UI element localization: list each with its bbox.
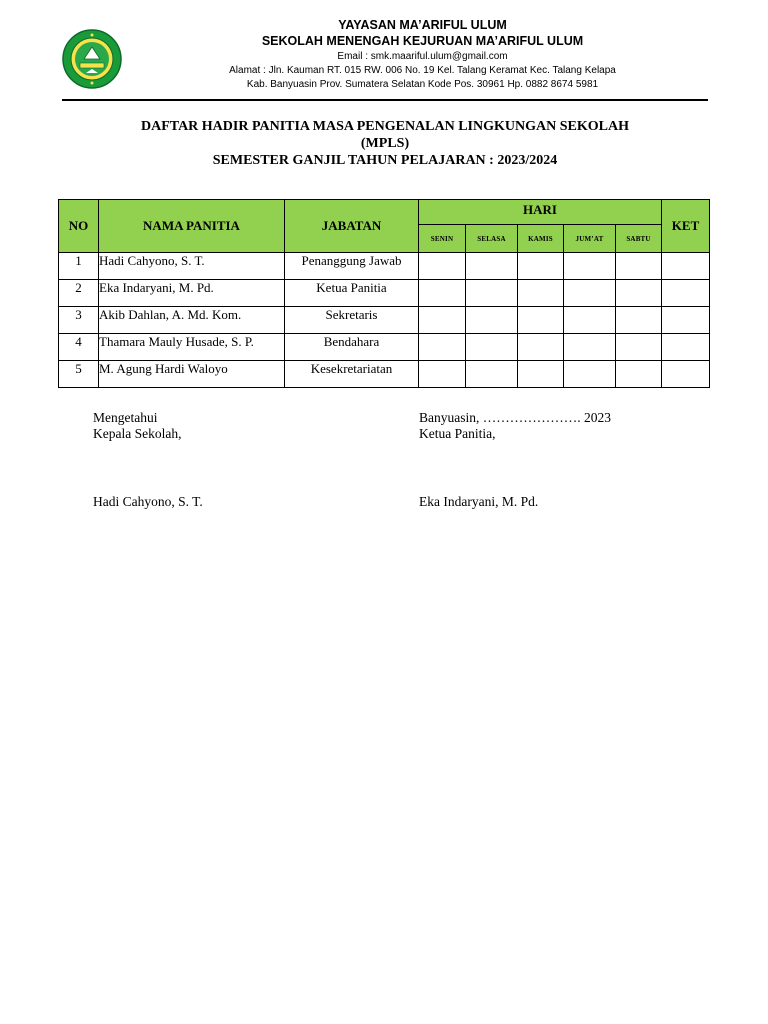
document-title bbox=[60, 118, 710, 169]
table-row bbox=[59, 280, 710, 307]
header-no: NO bbox=[59, 200, 99, 253]
signature-left bbox=[93, 410, 203, 510]
cell-ket bbox=[662, 253, 710, 280]
table-row bbox=[59, 253, 710, 280]
sig-right-name: Eka Indaryani, M. Pd. bbox=[419, 494, 539, 509]
header-day-kamis: KAMIS bbox=[518, 225, 564, 253]
table-row bbox=[59, 334, 710, 361]
cell-senin bbox=[419, 334, 466, 361]
row-nama: Thamara Mauly Husade, S. P. bbox=[99, 334, 285, 361]
cell-sabtu bbox=[616, 334, 662, 361]
header-ket: KET bbox=[662, 200, 710, 253]
cell-selasa bbox=[466, 361, 518, 388]
sig-left-role: Kepala Sekolah, bbox=[93, 426, 182, 441]
cell-sabtu bbox=[616, 280, 662, 307]
header-hari: HARI bbox=[419, 200, 662, 225]
title-line-1: DAFTAR HADIR PANITIA MASA PENGENALAN LINGKUNGAN SEKOLAH bbox=[141, 119, 629, 134]
cell-jumat bbox=[564, 361, 616, 388]
school-address-line-2: Kab. Banyuasin Prov. Sumatera Selatan Kode Pos. 30961 Hp. 0882 8674 5981 bbox=[246, 79, 599, 90]
school-name: SEKOLAH MENENGAH KEJURUAN MA’ARIFUL ULUM bbox=[261, 34, 584, 48]
cell-jumat bbox=[564, 334, 616, 361]
sig-left-acknowledged: Mengetahui bbox=[93, 410, 158, 425]
letterhead bbox=[130, 17, 715, 92]
header-day-selasa: SELASA bbox=[466, 225, 518, 253]
row-no: 4 bbox=[59, 334, 99, 361]
school-email: Email : smk.maariful.ulum@gmail.com bbox=[337, 51, 508, 62]
cell-ket bbox=[662, 361, 710, 388]
cell-ket bbox=[662, 280, 710, 307]
cell-senin bbox=[419, 253, 466, 280]
cell-kamis bbox=[518, 361, 564, 388]
cell-ket bbox=[662, 307, 710, 334]
table-row bbox=[59, 361, 710, 388]
cell-kamis bbox=[518, 334, 564, 361]
cell-sabtu bbox=[616, 361, 662, 388]
header-day-senin: SENIN bbox=[419, 225, 466, 253]
cell-selasa bbox=[466, 253, 518, 280]
row-no: 3 bbox=[59, 307, 99, 334]
row-jabatan: Bendahara bbox=[285, 334, 419, 361]
cell-selasa bbox=[466, 307, 518, 334]
signature-right bbox=[419, 410, 611, 510]
cell-jumat bbox=[564, 280, 616, 307]
header-day-sabtu: SABTU bbox=[616, 225, 662, 253]
row-no: 2 bbox=[59, 280, 99, 307]
cell-jumat bbox=[564, 307, 616, 334]
row-nama: M. Agung Hardi Waloyo bbox=[99, 361, 285, 388]
row-jabatan: Kesekretariatan bbox=[285, 361, 419, 388]
cell-kamis bbox=[518, 280, 564, 307]
row-no: 5 bbox=[59, 361, 99, 388]
header-day-jumat: JUM’AT bbox=[564, 225, 616, 253]
row-nama: Hadi Cahyono, S. T. bbox=[99, 253, 285, 280]
cell-sabtu bbox=[616, 253, 662, 280]
cell-kamis bbox=[518, 253, 564, 280]
header-jabatan: JABATAN bbox=[285, 200, 419, 253]
header-nama-panitia: NAMA PANITIA bbox=[99, 200, 285, 253]
sig-right-place-date: Banyuasin, …………………. 2023 bbox=[419, 410, 611, 425]
header-divider bbox=[62, 99, 708, 101]
row-jabatan: Penanggung Jawab bbox=[285, 253, 419, 280]
table-row bbox=[59, 307, 710, 334]
school-emblem-icon bbox=[62, 29, 122, 89]
sig-right-role: Ketua Panitia, bbox=[419, 426, 496, 441]
cell-senin bbox=[419, 307, 466, 334]
foundation-name: YAYASAN MA’ARIFUL ULUM bbox=[338, 18, 507, 32]
cell-senin bbox=[419, 280, 466, 307]
title-line-3: SEMESTER GANJIL TAHUN PELAJARAN : 2023/2024 bbox=[212, 153, 558, 168]
cell-ket bbox=[662, 334, 710, 361]
school-address-line-1: Alamat : Jln. Kauman RT. 015 RW. 006 No. 19 Kel. Talang Keramat Kec. Talang Kelapa bbox=[229, 65, 616, 76]
row-nama: Eka Indaryani, M. Pd. bbox=[99, 280, 285, 307]
cell-selasa bbox=[466, 334, 518, 361]
cell-jumat bbox=[564, 253, 616, 280]
attendance-table bbox=[58, 199, 710, 388]
cell-senin bbox=[419, 361, 466, 388]
row-nama: Akib Dahlan, A. Md. Kom. bbox=[99, 307, 285, 334]
row-no: 1 bbox=[59, 253, 99, 280]
cell-selasa bbox=[466, 280, 518, 307]
row-jabatan: Ketua Panitia bbox=[285, 280, 419, 307]
row-jabatan: Sekretaris bbox=[285, 307, 419, 334]
cell-sabtu bbox=[616, 307, 662, 334]
sig-left-name: Hadi Cahyono, S. T. bbox=[93, 494, 203, 509]
title-line-2: (MPLS) bbox=[360, 136, 410, 151]
cell-kamis bbox=[518, 307, 564, 334]
